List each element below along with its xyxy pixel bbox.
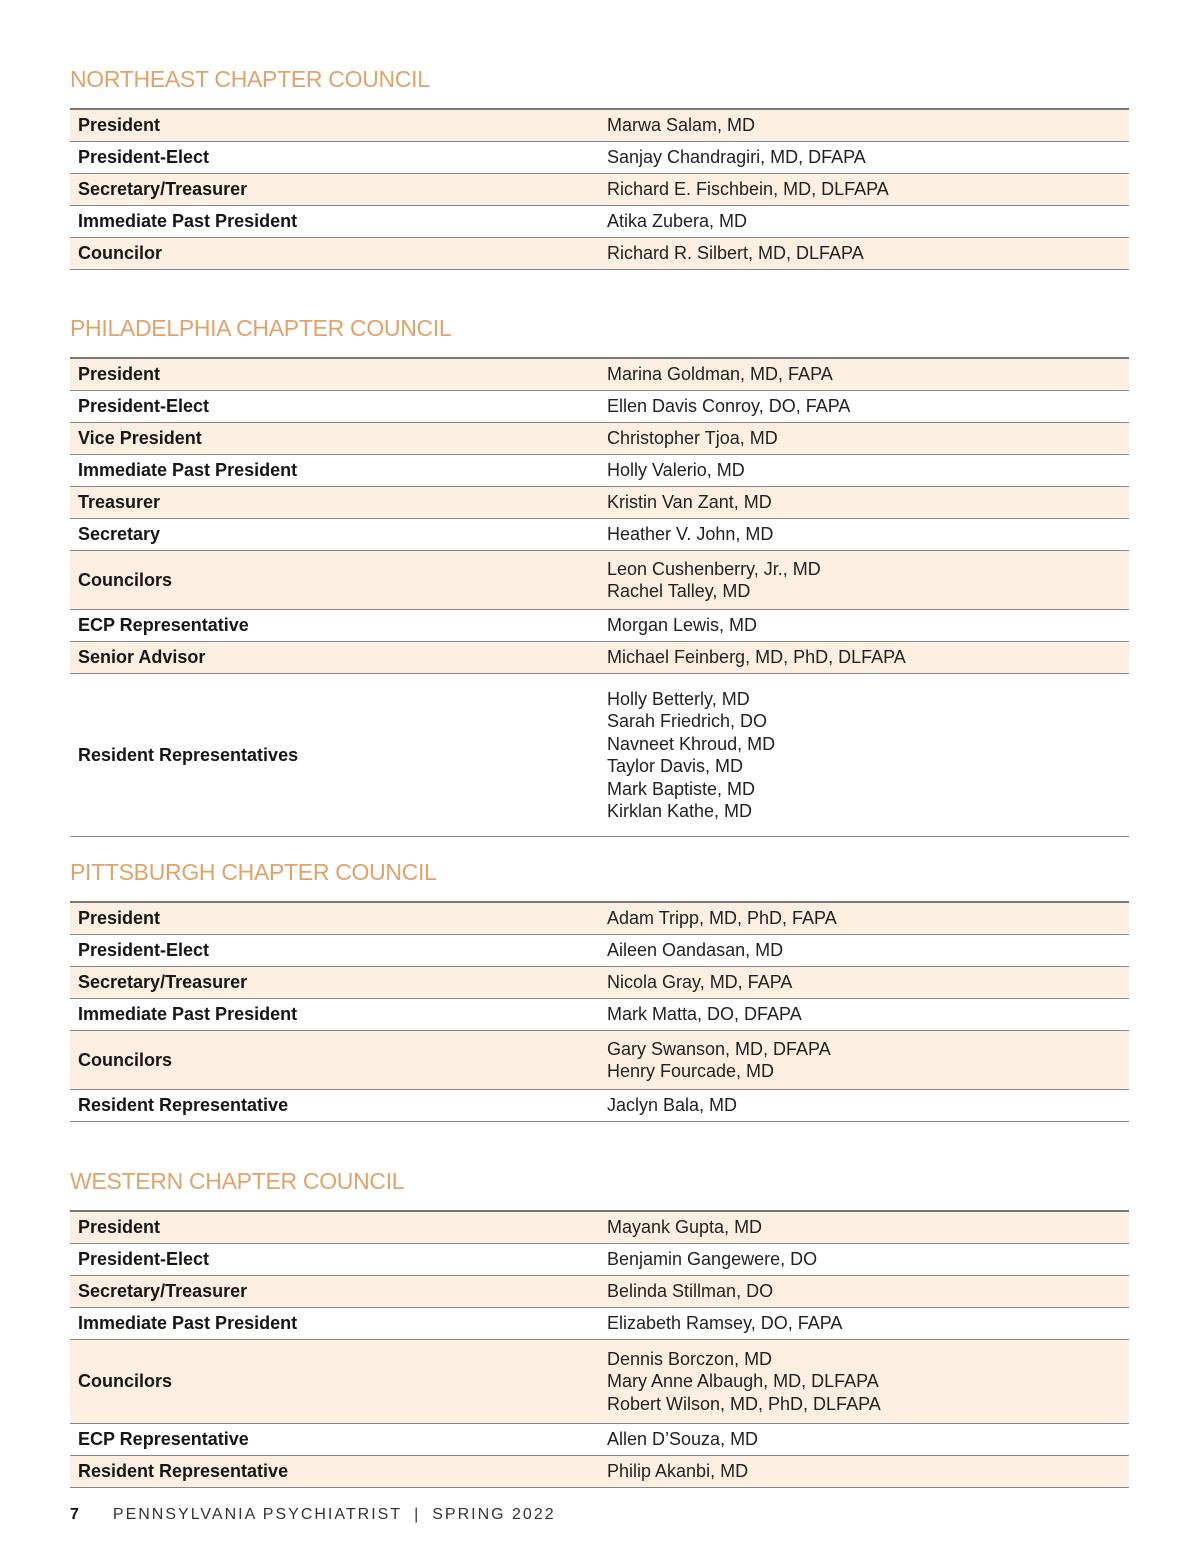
role-label: Secretary [78,524,161,544]
role-label: Immediate Past President [78,211,298,231]
role-label: Immediate Past President [78,1004,298,1024]
member-name: Atika Zubera, MD [607,211,748,232]
role-label: Councilors [78,1049,173,1070]
member-name: Richard E. Fischbein, MD, DLFAPA [607,179,889,200]
role-label: President-Elect [78,396,210,416]
member-names [607,110,755,141]
role-label: Resident Representatives [78,744,299,765]
table-row [70,999,1129,1031]
table-row [70,206,1129,238]
member-name: Nicola Gray, MD, FAPA [607,972,793,993]
member-names [607,1031,831,1089]
role-label: Immediate Past President [78,1313,298,1333]
member-name: Sarah Friedrich, DO [607,711,768,731]
table-row [70,610,1129,642]
role-label: Councilors [78,569,173,590]
table-row [70,642,1129,674]
table-row [70,238,1129,270]
member-name: Mark Matta, DO, DFAPA [607,1004,802,1025]
table-row [70,1244,1129,1276]
section-title: WESTERN CHAPTER COUNCIL [70,1168,405,1194]
member-name: Kirklan Kathe, MD [607,801,753,821]
member-name: Ellen Davis Conroy, DO, FAPA [607,396,851,417]
member-names [607,935,783,966]
member-name: Aileen Oandasan, MD [607,940,784,961]
footer-separator: | [414,1506,421,1523]
member-names [607,999,802,1030]
council-table [70,1210,1129,1488]
role-label: President-Elect [78,1249,210,1269]
table-row [70,110,1129,142]
member-name: Marina Goldman, MD, FAPA [607,364,833,385]
table-row [70,1308,1129,1340]
member-name: Belinda Stillman, DO [607,1281,774,1302]
member-name: Navneet Khroud, MD [607,733,776,754]
member-name: Richard R. Silbert, MD, DLFAPA [607,243,864,264]
member-names [607,1276,773,1307]
member-name: Dennis Borczon, MD [607,1348,773,1369]
member-names [607,642,906,673]
role-label: President-Elect [78,147,210,167]
member-names [607,174,889,205]
role-label: ECP Representative [78,1428,249,1449]
member-names [607,903,837,934]
member-name: Gary Swanson, MD, DFAPA [607,1038,831,1059]
member-name: Taylor Davis, MD [607,756,744,776]
member-names [607,1456,748,1487]
issue-date: SPRING 2022 [432,1506,556,1523]
role-label: Immediate Past President [78,460,298,480]
role-label: President [78,115,161,135]
member-name: Holly Valerio, MD [607,460,745,481]
page-footer [70,1506,556,1524]
member-names [607,1090,737,1121]
council-table [70,901,1129,1122]
table-row [70,1090,1129,1122]
table-row [70,674,1129,837]
role-label: Secretary/Treasurer [78,179,248,199]
role-label: Resident Representative [78,1095,289,1115]
table-row [70,1031,1129,1090]
publication-name: PENNSYLVANIA PSYCHIATRIST [112,1506,403,1523]
member-name: Christopher Tjoa, MD [607,428,778,449]
member-name: Philip Akanbi, MD [607,1460,749,1481]
member-names [607,1244,817,1275]
section-title: PITTSBURGH CHAPTER COUNCIL [70,859,437,885]
section-title: PHILADELPHIA CHAPTER COUNCIL [70,315,452,341]
table-row [70,1340,1129,1424]
member-names [607,1308,842,1339]
member-names [607,519,773,550]
member-names [607,967,792,998]
role-label: Secretary/Treasurer [78,1281,248,1301]
table-row [70,1456,1129,1488]
member-name: Heather V. John, MD [607,524,774,545]
role-label: Vice President [78,428,202,448]
member-names [607,1424,758,1455]
role-label: Councilors [78,1370,173,1391]
table-row [70,935,1129,967]
role-label: ECP Representative [78,615,249,635]
member-names [607,423,778,454]
table-row [70,551,1129,610]
table-row [70,1424,1129,1456]
council-table [70,357,1129,837]
member-name: Mayank Gupta, MD [607,1217,763,1238]
table-row [70,1212,1129,1244]
member-name: Holly Betterly, MD [607,688,750,709]
member-names [607,391,850,422]
role-label: President-Elect [78,940,210,960]
member-name: Michael Feinberg, MD, PhD, DLFAPA [607,647,906,668]
member-names [607,238,864,269]
role-label: President [78,908,161,928]
member-name: Elizabeth Ramsey, DO, FAPA [607,1313,843,1334]
role-label: Councilor [78,243,162,263]
member-names [607,206,747,237]
member-name: Henry Fourcade, MD [607,1061,775,1081]
role-label: President [78,364,161,384]
table-row [70,359,1129,391]
table-row [70,903,1129,935]
member-names [607,455,745,486]
page-number: 7 [70,1506,79,1523]
table-row [70,174,1129,206]
table-row [70,391,1129,423]
member-name: Rachel Talley, MD [607,581,751,601]
member-names [607,1212,762,1243]
role-label: Treasurer [78,492,161,512]
member-names [607,487,772,518]
member-names [607,674,775,836]
member-name: Leon Cushenberry, Jr., MD [607,558,821,579]
member-names [607,1340,881,1423]
member-name: Jaclyn Bala, MD [607,1095,738,1116]
member-name: Benjamin Gangewere, DO [607,1249,818,1270]
table-row [70,519,1129,551]
member-names [607,551,821,609]
table-row [70,967,1129,999]
role-label: President [78,1217,161,1237]
table-row [70,1276,1129,1308]
role-label: Senior Advisor [78,647,206,667]
table-row [70,487,1129,519]
member-name: Adam Tripp, MD, PhD, FAPA [607,908,837,929]
member-names [607,610,757,641]
member-names [607,142,866,173]
role-label: Resident Representative [78,1460,289,1481]
member-name: Robert Wilson, MD, PhD, DLFAPA [607,1393,881,1414]
table-row [70,455,1129,487]
table-row [70,423,1129,455]
role-label: Secretary/Treasurer [78,972,248,992]
member-name: Marwa Salam, MD [607,115,756,136]
member-name: Kristin Van Zant, MD [607,492,772,513]
member-names [607,359,833,390]
section-title: NORTHEAST CHAPTER COUNCIL [70,66,430,92]
table-row [70,142,1129,174]
member-name: Morgan Lewis, MD [607,615,758,636]
member-name: Mark Baptiste, MD [607,778,756,799]
council-table [70,108,1129,270]
member-name: Sanjay Chandragiri, MD, DFAPA [607,147,866,168]
member-name: Mary Anne Albaugh, MD, DLFAPA [607,1371,879,1391]
member-name: Allen D’Souza, MD [607,1428,759,1449]
